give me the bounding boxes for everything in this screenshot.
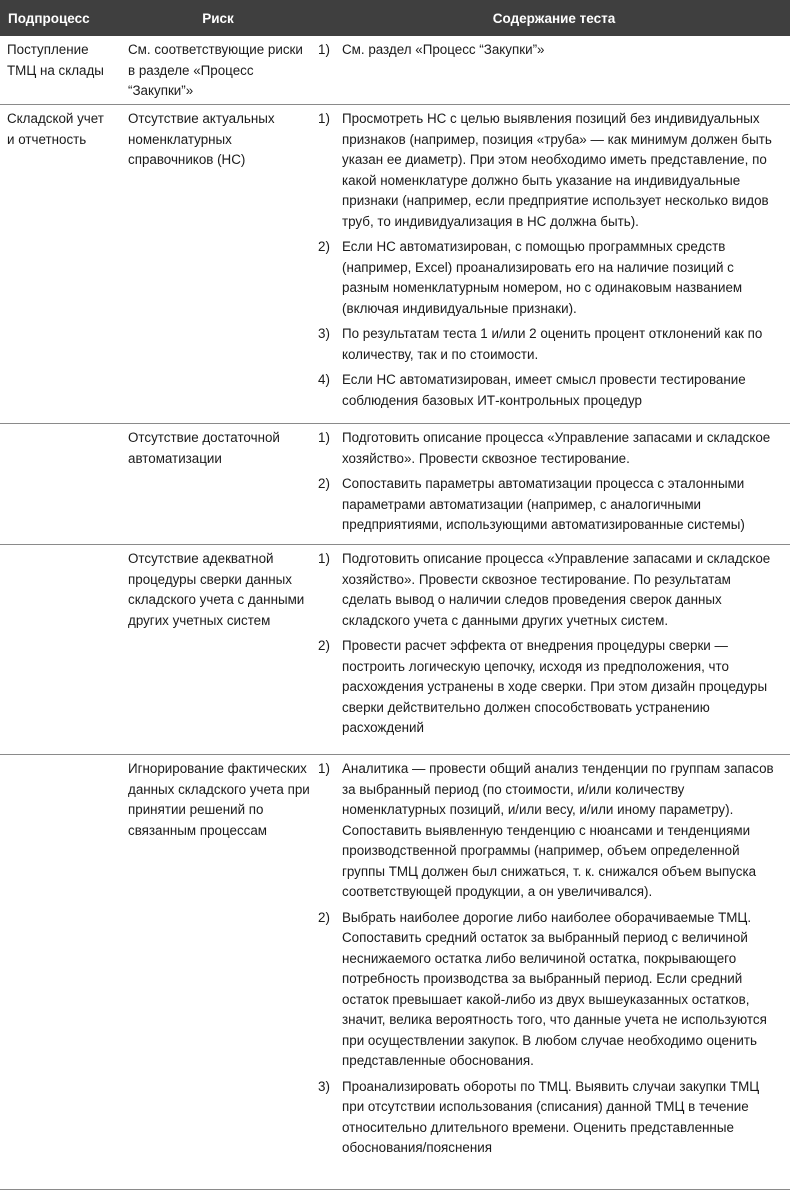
test-item [318, 1077, 782, 1159]
test-number: 2) [318, 239, 330, 254]
test-text: Если НС автоматизирован, с помощью программных средств (например, Excel) проанализировать его на наличие позиций с разным номенклатурным номером, но с одинаковым названием (включая индивидуальные признаки). [342, 239, 743, 316]
test-number: 1) [318, 111, 330, 126]
test-text: Подготовить описание процесса «Управление запасами и складское хозяйство». Провести сквозное тестирование. [342, 430, 771, 466]
test-text: Сопоставить параметры автоматизации процесса с эталонными параметрами автоматизации (например, с аналогичными предприятиями, использующими автоматизированные системы) [342, 476, 745, 532]
test-item [318, 428, 782, 469]
table-header [0, 0, 790, 36]
test-item [318, 109, 782, 232]
test-cell [318, 36, 790, 104]
test-item [318, 908, 782, 1072]
test-cell [318, 755, 790, 1189]
test-text: Проанализировать обороты по ТМЦ. Выявить случаи закупки ТМЦ при отсутствии использования (списания) данной ТМЦ в течение относительно длительного времени. Оценить представленные обоснования/пояснения [342, 1078, 760, 1155]
subprocess-cell [0, 424, 118, 544]
table-row [0, 545, 790, 755]
test-item [318, 237, 782, 319]
subprocess-cell: Складской учет и отчетность [7, 111, 104, 147]
table-row [0, 424, 790, 545]
test-text: Провести расчет эффекта от внедрения процедуры сверки — построить логическую цепочку, исходя из предположения, что расхождения устранены в ходе сверки. При этом дизайн процедуры сверки действительно должен способствовать устранению расхождений [342, 638, 768, 735]
test-item [318, 636, 782, 739]
subprocess-cell: Поступление ТМЦ на склады [7, 42, 104, 78]
test-item [318, 474, 782, 536]
test-text: Если НС автоматизирован, имеет смысл провести тестирование соблюдения базовых ИТ-контрольных процедур [342, 372, 746, 408]
test-item [318, 324, 782, 365]
test-number: 4) [318, 372, 330, 387]
risk-cell: См. соответствующие риски в разделе «Процесс “Закупки”» [128, 42, 303, 98]
test-number: 1) [318, 761, 330, 776]
table-row [0, 36, 790, 105]
test-number: 1) [318, 551, 330, 566]
test-text: Аналитика — провести общий анализ тенденции по группам запасов за выбранный период (по стоимости, и/или количеству номенклатурных позиций, и/или весу, и/или иному параметру). Сопоставить выявленную тенденцию с нюансами и тенденциями производственной программы (например, объем определенной группы ТМЦ должен был снижаться, т. к. снижался объем выпуска соответствующей продукции, а он увеличивался). [342, 761, 774, 899]
risk-cell: Отсутствие актуальных номенклатурных справочников (НС) [128, 111, 275, 167]
test-cell [318, 545, 790, 754]
header-risk: Риск [202, 10, 234, 26]
risk-cell: Отсутствие адекватной процедуры сверки данных складского учета с данными других учетных систем [128, 551, 305, 628]
test-item [318, 759, 782, 903]
header-test-content: Содержание теста [492, 10, 616, 26]
test-number: 2) [318, 638, 330, 653]
test-number: 1) [318, 42, 330, 57]
test-number: 2) [318, 476, 330, 491]
test-text: По результатам теста 1 и/или 2 оценить процент отклонений как по количеству, так и по стоимости. [342, 326, 763, 362]
test-text: Просмотреть НС с целью выявления позиций без индивидуальных признаков (например, позиция «труба» — как минимум должен быть указан ее диаметр). При этом необходимо иметь представление, по какой номенклатуре должно быть указание на индивидуальные признаки (например, если предприятие использует несколько видов труб, то индивидуализация в НС должна быть). [342, 111, 772, 229]
test-number: 3) [318, 326, 330, 341]
test-item [318, 370, 782, 411]
risk-cell: Отсутствие достаточной автоматизации [128, 430, 280, 466]
test-cell [318, 105, 790, 423]
table-row [0, 105, 790, 424]
subprocess-cell [0, 545, 118, 754]
test-item [318, 549, 782, 631]
test-text: Выбрать наиболее дорогие либо наиболее оборачиваемые ТМЦ. Сопоставить средний остаток за выбранный период с величиной неснижаемого остатка либо величиной остатка, покрывающего потребность производства за выбранный период. Если средний остаток превышает какой-либо из двух вышеуказанных остатков, значит, велика вероятность того, что данные учета не используются при осуществлении закупок. В любом случае необходимо оценить представленные обоснования. [342, 909, 767, 1068]
risk-cell: Игнорирование фактических данных складского учета при принятии решений по связанным процессам [128, 761, 310, 838]
test-item [318, 40, 782, 61]
test-cell [318, 424, 790, 544]
test-number: 1) [318, 430, 330, 445]
table-row [0, 755, 790, 1190]
subprocess-cell [0, 755, 118, 1189]
test-number: 2) [318, 909, 330, 925]
test-text: Подготовить описание процесса «Управление запасами и складское хозяйство». Провести сквозное тестирование. По результатам сделать вывод о наличии следов проведения сверок данных складского учета с данными других учетных систем. [342, 551, 771, 628]
test-text: См. раздел «Процесс “Закупки”» [342, 42, 545, 57]
test-number: 3) [318, 1078, 330, 1094]
header-subprocess: Подпроцесс [8, 10, 90, 26]
